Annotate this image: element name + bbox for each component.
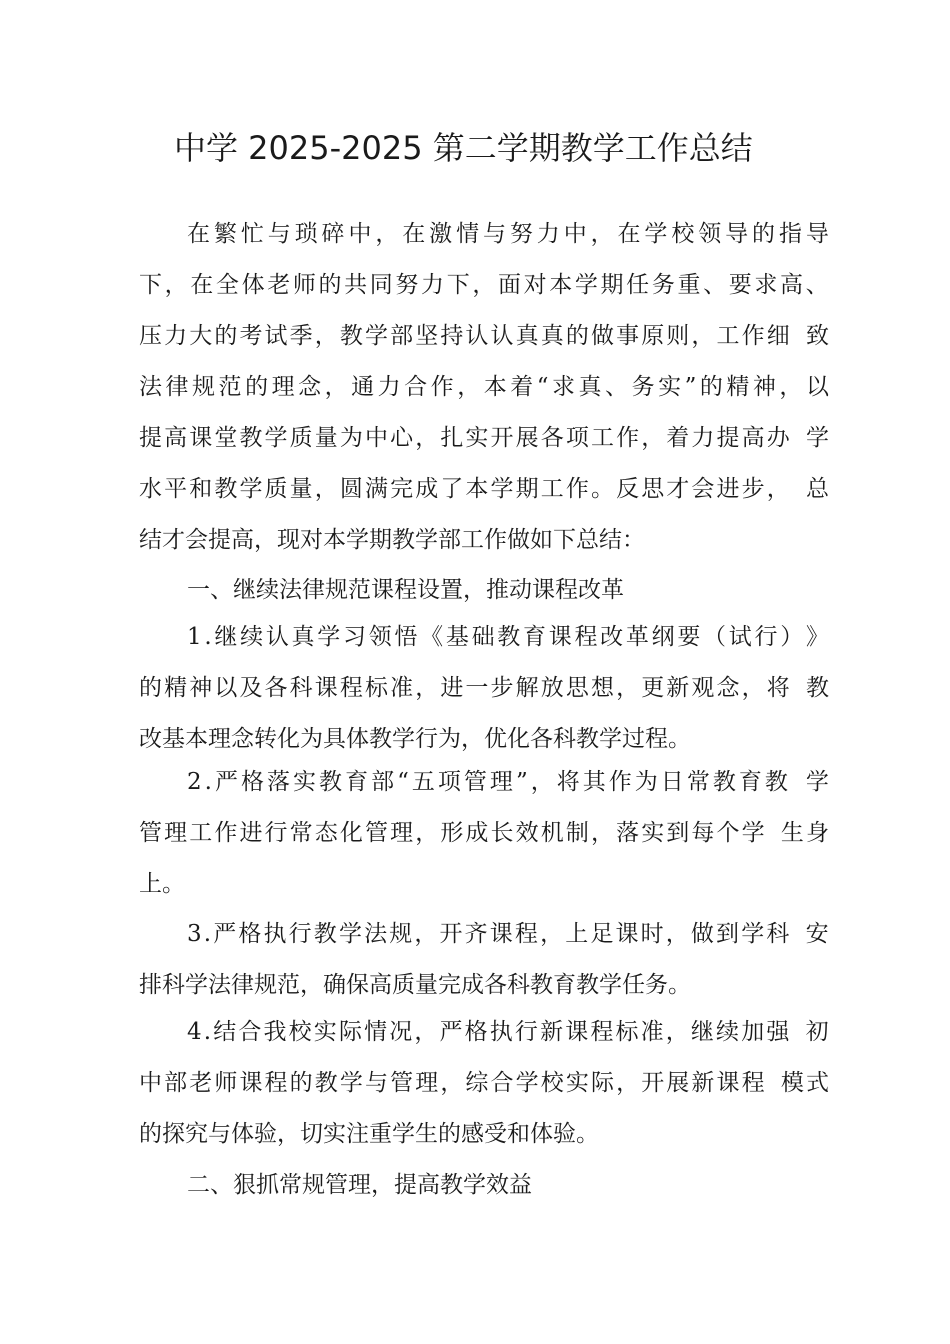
- paragraph-line: 压 力 大 的 考 试 季 ， 教 学 部 坚 持 认 认 真 真 的 做 事 原 则 ， 工 作 细 致: [139, 323, 829, 349]
- paragraph-line: 的探究与体验，切实注重学生的感受和体验。: [139, 1121, 599, 1147]
- paragraph-line: 4 . 结 合 我 校 实 际 情 况 ， 严 格 执 行 新 课 程 标 准 ， 继 续 加 强 初: [187, 1019, 829, 1045]
- paragraph-line: 结才会提高，现对本学期教学部工作做如下总结：: [139, 527, 645, 553]
- paragraph-line: 改基本理念转化为具体教学行为，优化各科教学过程。: [139, 726, 691, 752]
- list-item-3: [139, 909, 829, 1011]
- section-heading-2: [139, 1160, 829, 1211]
- paragraph-line: 下 ， 在 全 体 老 师 的 共 同 努 力 下 ， 面 对 本 学 期 任 务 重 、 要 求 高 、: [139, 272, 829, 298]
- paragraph-line: 法 律 规 范 的 理 念 ， 通 力 合 作 ， 本 着 “ 求 真 、 务 实 ” 的 精 神 ， 以: [139, 374, 829, 400]
- paragraph-line: 管 理 工 作 进 行 常 态 化 管 理 ， 形 成 长 效 机 制 ， 落 实 到 每 个 学 生 身: [139, 820, 829, 846]
- document-title: 中学 2025-2025 第二学期教学工作总结: [174, 129, 753, 167]
- paragraph-line: 提 高 课 堂 教 学 质 量 为 中 心 ， 扎 实 开 展 各 项 工 作 ， 着 力 提 高 办 学: [139, 425, 829, 451]
- paragraph-line: 中 部 老 师 课 程 的 教 学 与 管 理 ， 综 合 学 校 实 际 ， 开 展 新 课 程 模 式: [139, 1070, 829, 1096]
- paragraph-line: 的 精 神 以 及 各 科 课 程 标 准 ， 进 一 步 解 放 思 想 ， 更 新 观 念 ， 将 教: [139, 675, 829, 701]
- paragraph-line: 在 繁 忙 与 琐 碎 中 ， 在 激 情 与 努 力 中 ， 在 学 校 领 导 的 指 导: [187, 221, 829, 247]
- list-item-4: [139, 1007, 829, 1160]
- list-item-2: [139, 757, 829, 910]
- paragraph-line: 上。: [139, 871, 185, 897]
- paragraph-intro: [139, 209, 829, 566]
- heading-line: 二、狠抓常规管理，提高教学效益: [187, 1172, 532, 1198]
- list-item-1: [139, 612, 829, 765]
- paragraph-line: 1 . 继 续 认 真 学 习 领 悟 《 基 础 教 育 课 程 改 革 纲 要 （ 试 行 ） 》: [187, 624, 829, 650]
- heading-line: 一、继续法律规范课程设置，推动课程改革: [187, 577, 624, 603]
- section-heading-1: [139, 565, 829, 616]
- paragraph-line: 3 . 严 格 执 行 教 学 法 规 ， 开 齐 课 程 ， 上 足 课 时 ， 做 到 学 科 安: [187, 921, 829, 947]
- paragraph-line: 水 平 和 教 学 质 量 ， 圆 满 完 成 了 本 学 期 工 作 。 反 思 才 会 进 步 ， 总: [139, 476, 829, 502]
- paragraph-line: 2 . 严 格 落 实 教 育 部 “ 五 项 管 理 ” ， 将 其 作 为 日 常 教 育 教 学: [187, 769, 829, 795]
- paragraph-line: 排科学法律规范，确保高质量完成各科教育教学任务。: [139, 972, 691, 998]
